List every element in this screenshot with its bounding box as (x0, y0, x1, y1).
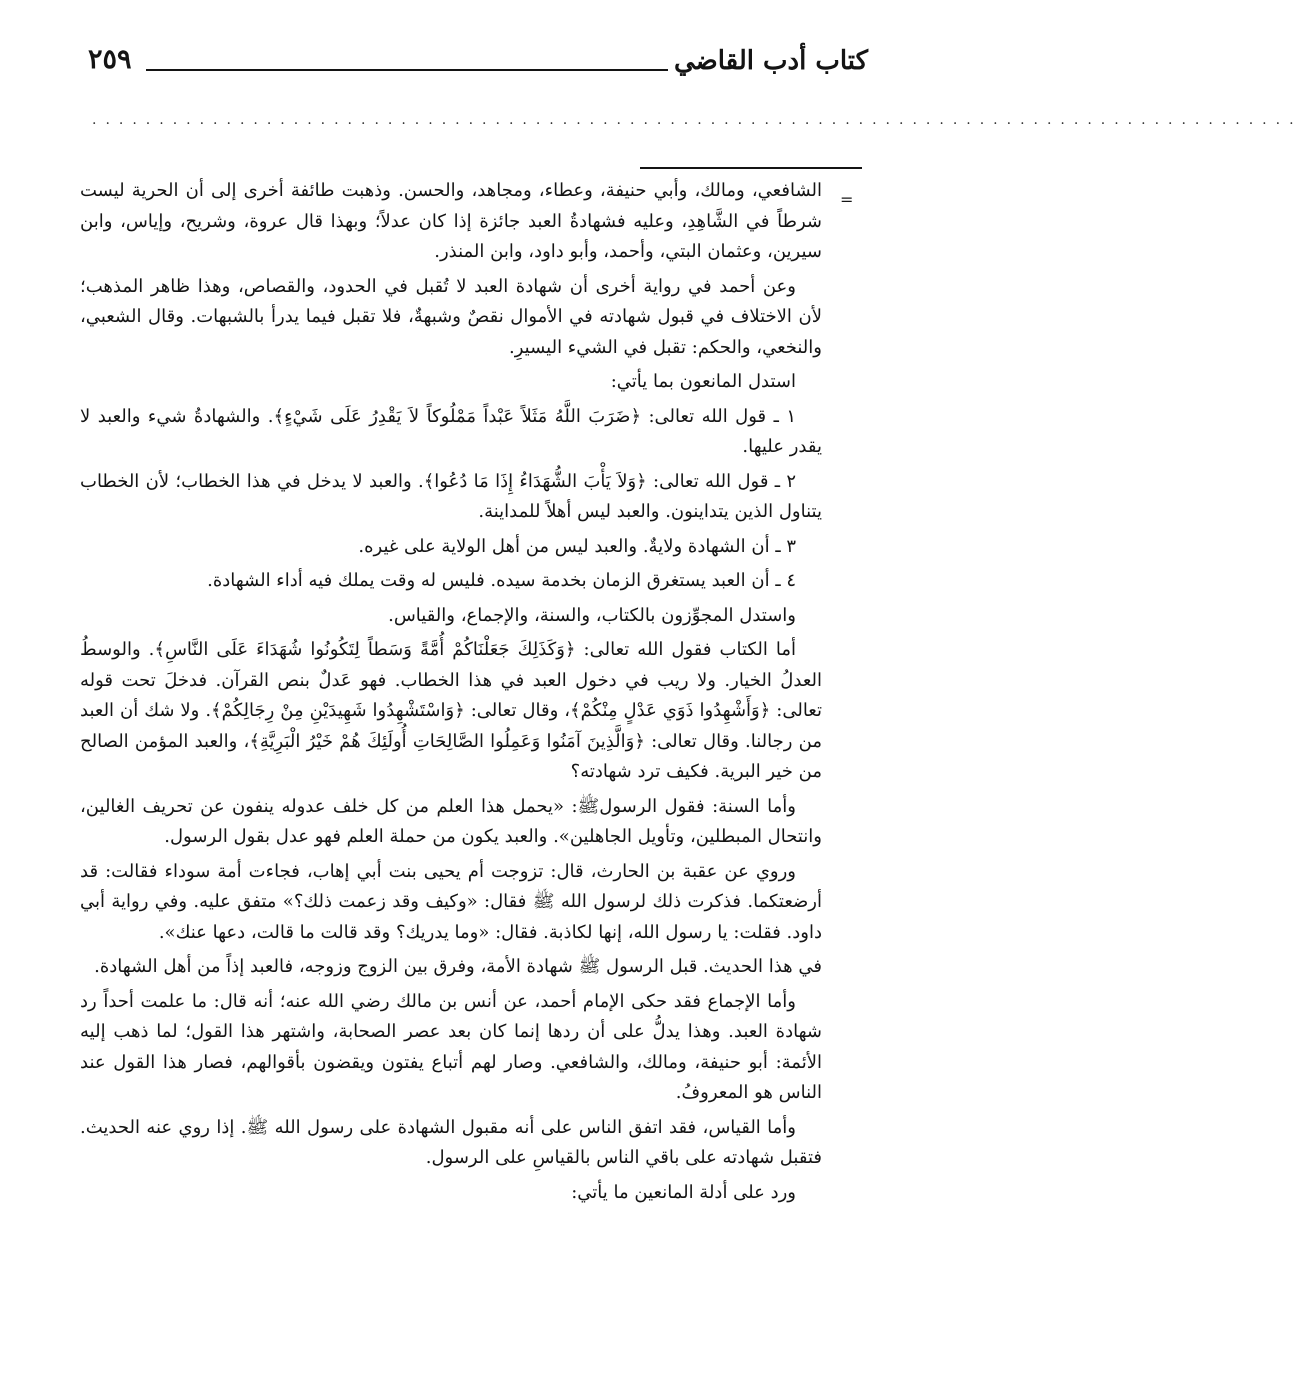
paragraph: وروي عن عقبة بن الحارث، قال: تزوجت أم يحيى بنت أبي إهاب، فجاءت أمة سوداء فقالت: قد أرضعتكما. فذكرت ذلك لرسول الله ﷺ فقال: «وكيف وقد زعمت ذلك؟» متفق عليه. وفي رواية أبي داود. فقلت: يا رسول الله، إنها لكاذبة. فقال: «وما يدريك؟ وقد قالت ما قالت، دعها عنك». (80, 860, 822, 943)
paragraph: وعن أحمد في رواية أخرى أن شهادة العبد لا تُقبل في الحدود، والقصاص، وهذا ظاهر المذهب؛ لأن الاختلاف في قبول شهادته في الأموال نقصٌ وشبهةٌ، فلا تقبل فيما يدرأ بالشبهات. وقال الشعبي، والنخعي، والحكم: تقبل في الشيء اليسيرِ. (80, 275, 822, 358)
page-header (88, 38, 868, 88)
paragraph: أما الكتاب فقول الله تعالى: ﴿وَكَذَلِكَ جَعَلْنَاكُمْ أُمَّةً وَسَطاً لِتَكُونُوا شُهَدَاءَ عَلَى النَّاسِ﴾. والوسطُ العدلُ الخيار. ولا ريب في دخول العبد في هذا الخطاب. فهو عَدلٌ بنص القرآن. فدخلَ تحت قوله تعالى: ﴿وَأَشْهِدُوا ذَوَي عَدْلٍ مِنْكُمْ﴾، وقال تعالى: ﴿وَاسْتَشْهِدُوا شَهِيدَيْنِ مِنْ رِجَالِكُمْ﴾. ولا شك أن العبد من رجالنا. وقال تعالى: ﴿وَالَّذِينَ آمَنُوا وَعَمِلُوا الصَّالِحَاتِ أُولَئِكَ هُمْ خَيْرُ الْبَرِيَّةِ﴾، والعبد المؤمن الصالح من خير البرية. فكيف ترد شهادته؟ (80, 639, 822, 782)
paragraph: ٢ ـ قول الله تعالى: ﴿وَلاَ يَأْبَ الشُّهَدَاءُ إِذَا مَا دُعُوا﴾. والعبد لا يدخل في هذا الخطاب؛ لأن الخطاب يتناول الذين يتداينون. والعبد ليس أهلاً للمداينة. (80, 470, 822, 522)
paragraph: وأما القياس، فقد اتفق الناس على أنه مقبول الشهادة على رسول الله ﷺ. إذا روي عنه الحديث. فتقبل شهادته على باقي الناس بالقياسِ على الرسول. (80, 1116, 822, 1168)
paragraph: وأما السنة: فقول الرسولﷺ: «يحمل هذا العلم من كل خلف عدوله ينفون عن تحريف الغالين، وانتحال المبطلين، وتأويل الجاهلين». والعبد يكون من حملة العلم فهو عدل بقول الرسول. (80, 795, 822, 847)
paragraph: ٣ ـ أن الشهادة ولايةٌ. والعبد ليس من أهل الولاية على غيره. (358, 535, 796, 557)
continuation-mark: = (840, 190, 854, 209)
paragraph: استدل المانعون بما يأتي: (610, 371, 796, 392)
book-title: كتاب أدب القاضي (674, 46, 868, 76)
header-rule (146, 69, 668, 71)
paragraph: ٤ ـ أن العبد يستغرق الزمان بخدمة سيده. فليس له وقت يملك فيه أداء الشهادة. (207, 570, 796, 591)
body-text (80, 176, 822, 1212)
page-number: ٢٥٩ (88, 44, 132, 75)
paragraph: ١ ـ قول الله تعالى: ﴿ضَرَبَ اللَّهُ مَثَلاً عَبْداً مَمْلُوكاً لاَ يَقْدِرُ عَلَى شَيْءٍ﴾. والشهادةُ شيء والعبد لا يقدر عليها. (80, 405, 822, 457)
dotted-separator: .......................................................................................... (92, 112, 1303, 128)
paragraph: الشافعي، ومالك، وأبي حنيفة، وعطاء، ومجاهد، والحسن. وذهبت طائفة أخرى إلى أن الحرية ليست شرطاً في الشَّاهِدِ، وعليه فشهادةُ العبد جائزة إذا كان عدلاً؛ وبهذا قال عروة، وشريح، وإياس، وابن سيرين، وعثمان البتي، وأحمد، وأبو داود، وابن المنذر. (80, 180, 822, 262)
paragraph: واستدل المجوِّزون بالكتاب، والسنة، والإجماع، والقياس. (388, 604, 796, 626)
paragraph: في هذا الحديث. قبل الرسول ﷺ شهادة الأمة، وفرق بين الزوج وزوجه، فالعبد إذاً من أهل الشهادة. (94, 956, 822, 977)
paragraph: ورد على أدلة المانعين ما يأتي: (571, 1181, 796, 1203)
footnote-rule (640, 167, 862, 169)
paragraph: وأما الإجماع فقد حكى الإمام أحمد، عن أنس بن مالك رضي الله عنه؛ أنه قال: ما علمت أحداً رد شهادة العبد. وهذا يدلُّ على أن ردها إنما كان بعد عصر الصحابة، واشتهر هذا القول؛ لما ذهب إليه الأئمة: أبو حنيفة، ومالك، والشافعي. وصار لهم أتباع يفتون ويقضون بأقوالهم، فصار هذا القول عند الناس هو المعروفُ. (80, 990, 822, 1103)
